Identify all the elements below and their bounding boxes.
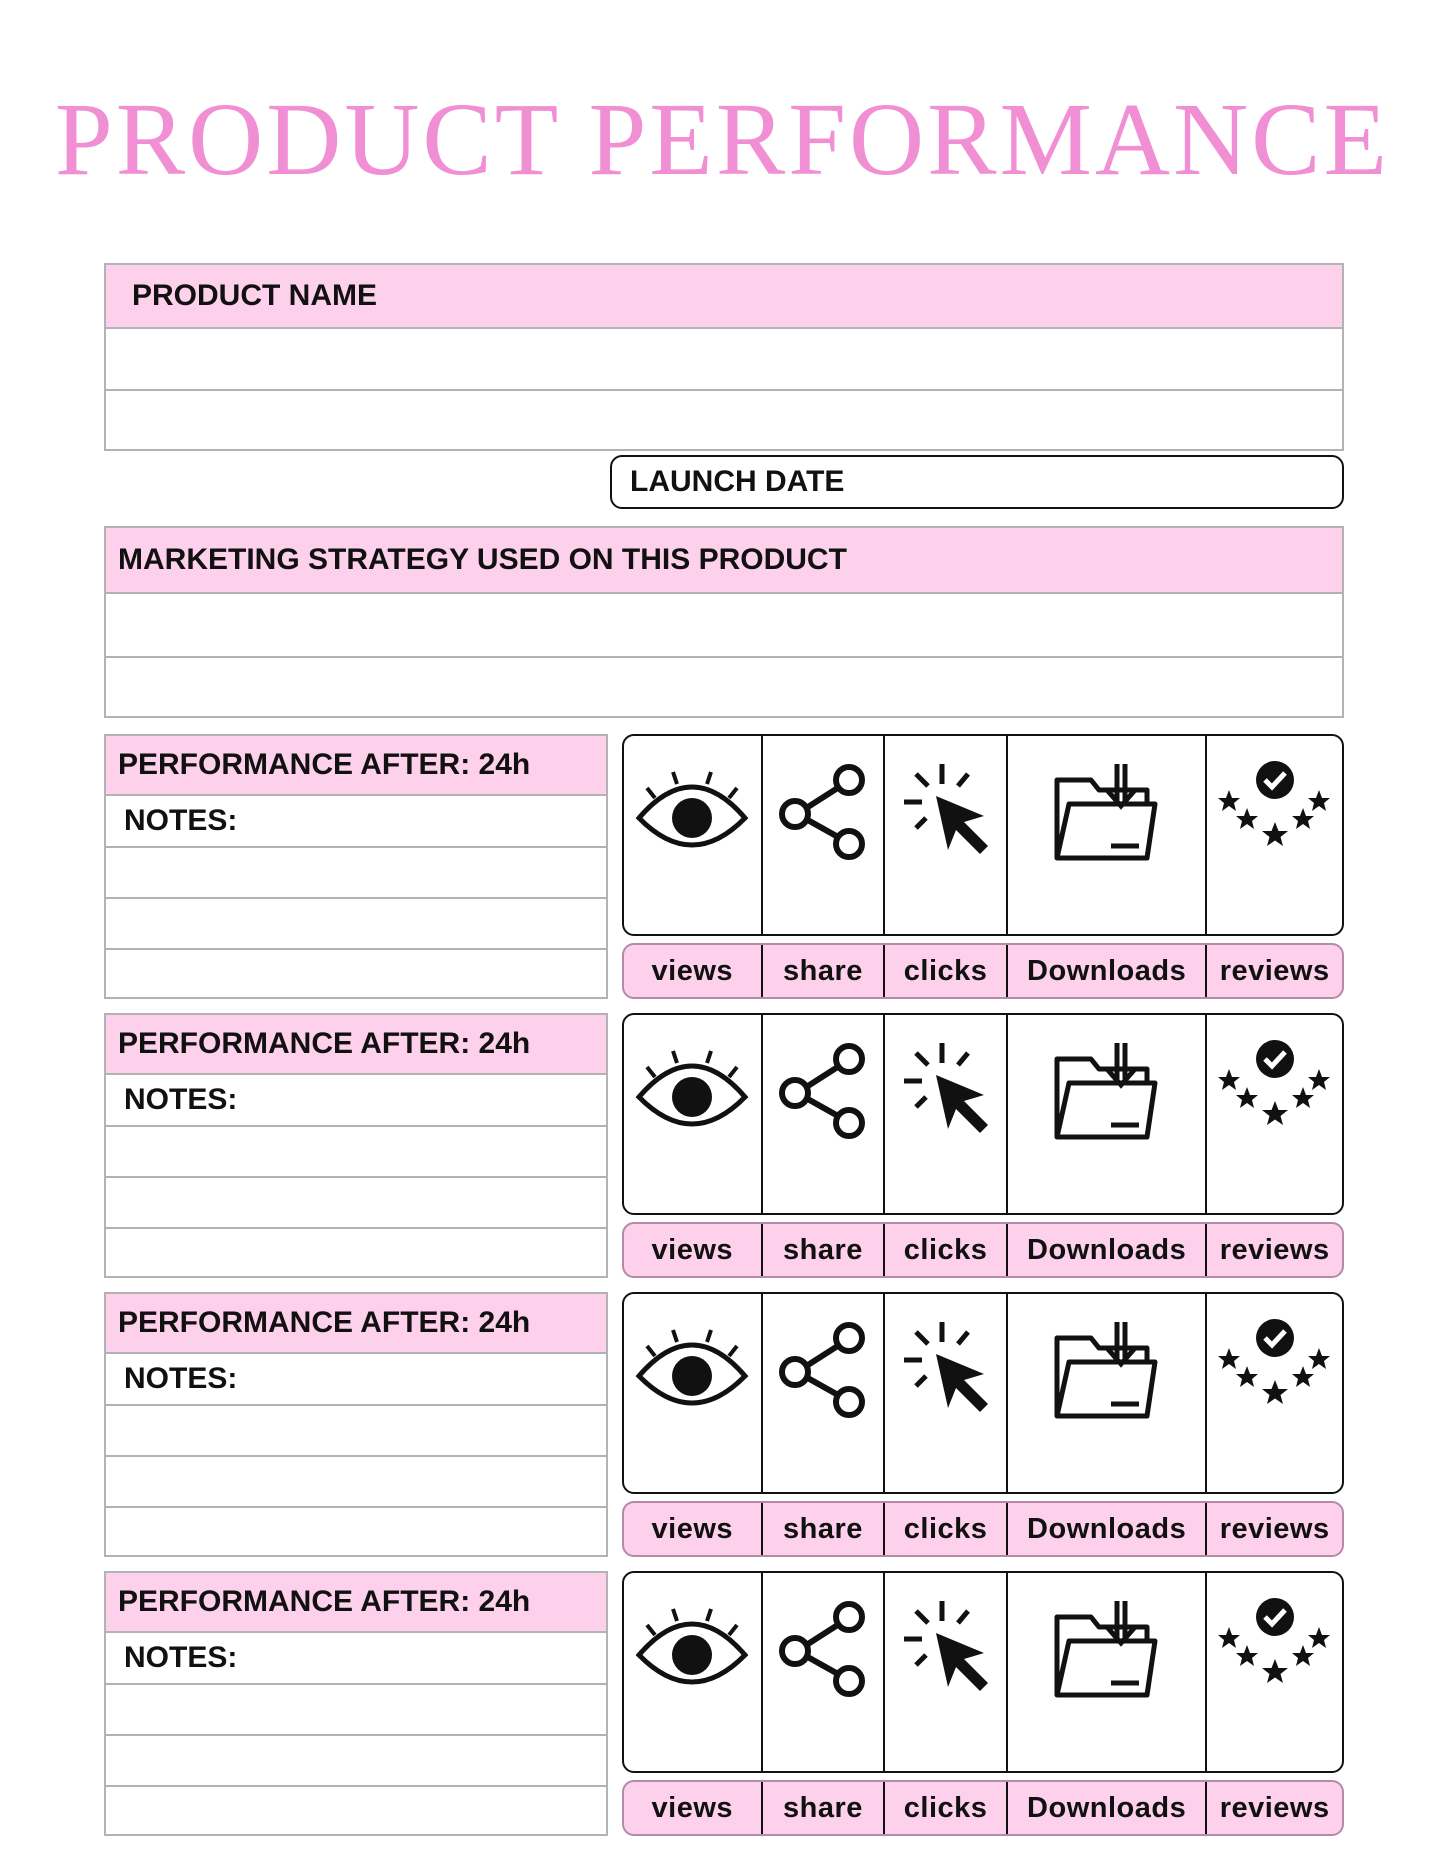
metric-labels-bar <box>622 943 1344 999</box>
metric-label: Downloads <box>1006 1503 1205 1555</box>
cursor-click-icon <box>896 1318 996 1418</box>
metric-icon-cell[interactable] <box>1006 1294 1205 1492</box>
metric-label: share <box>761 1782 884 1834</box>
star-rating-icon <box>1217 760 1333 850</box>
notes-line[interactable] <box>106 897 606 948</box>
notes-label: NOTES: <box>124 1641 238 1674</box>
marketing-line[interactable] <box>106 592 1342 656</box>
product-name-section <box>104 263 1344 451</box>
metric-icon-cell[interactable] <box>761 1015 884 1213</box>
marketing-strategy-header <box>106 528 1342 592</box>
notes-line[interactable] <box>106 1227 606 1276</box>
notes-label: NOTES: <box>124 804 238 837</box>
marketing-strategy-label: MARKETING STRATEGY USED ON THIS PRODUCT <box>118 543 847 576</box>
metric-icons-panel <box>622 1571 1344 1773</box>
star-rating-icon <box>1217 1318 1333 1408</box>
notes-label: NOTES: <box>124 1083 238 1116</box>
page-title: PRODUCT PERFORMANCE <box>54 82 1391 197</box>
metric-icon-cell[interactable] <box>1006 1015 1205 1213</box>
notes-row[interactable] <box>106 1352 606 1404</box>
product-name-label: PRODUCT NAME <box>132 279 377 312</box>
cursor-click-icon <box>896 760 996 860</box>
performance-header <box>106 1015 606 1073</box>
metric-label: Downloads <box>1006 1782 1205 1834</box>
eye-icon <box>633 1597 751 1689</box>
metric-icon-cell[interactable] <box>1205 1294 1342 1492</box>
share-icon <box>773 1318 873 1418</box>
metric-labels-bar <box>622 1780 1344 1836</box>
notes-line[interactable] <box>106 846 606 897</box>
metric-labels-bar <box>622 1501 1344 1557</box>
metric-label: views <box>651 954 734 987</box>
notes-line[interactable] <box>106 1734 606 1785</box>
marketing-strategy-section <box>104 526 1344 718</box>
metric-icons-panel <box>622 1013 1344 1215</box>
metric-label: share <box>761 1503 884 1555</box>
performance-header-label: PERFORMANCE AFTER: 24h <box>118 1027 531 1060</box>
folder-download-icon <box>1051 1597 1163 1703</box>
performance-header <box>106 1294 606 1352</box>
metric-icon-cell[interactable] <box>1205 736 1342 934</box>
performance-notes-box <box>104 734 608 999</box>
metric-icon-cell[interactable] <box>883 736 1006 934</box>
notes-line[interactable] <box>106 1176 606 1227</box>
metric-icon-cell[interactable] <box>624 1573 761 1771</box>
metric-labels-bar <box>622 1222 1344 1278</box>
eye-icon <box>633 1039 751 1131</box>
share-icon <box>773 1597 873 1697</box>
marketing-line[interactable] <box>106 656 1342 716</box>
metric-label: reviews <box>1205 1224 1342 1276</box>
folder-download-icon <box>1051 760 1163 866</box>
metric-label: views <box>651 1233 734 1266</box>
metric-label: views <box>651 1512 734 1545</box>
metric-icon-cell[interactable] <box>883 1294 1006 1492</box>
eye-icon <box>633 760 751 852</box>
product-name-header <box>106 265 1342 327</box>
metric-label: clicks <box>883 1782 1006 1834</box>
metric-icon-cell[interactable] <box>624 1015 761 1213</box>
performance-header <box>106 736 606 794</box>
metric-icon-cell[interactable] <box>761 736 884 934</box>
metric-icon-cell[interactable] <box>761 1294 884 1492</box>
metric-label: Downloads <box>1006 945 1205 997</box>
metric-icon-cell[interactable] <box>624 1294 761 1492</box>
metric-icon-cell[interactable] <box>761 1573 884 1771</box>
share-icon <box>773 760 873 860</box>
notes-row[interactable] <box>106 1631 606 1683</box>
metric-label: clicks <box>883 1224 1006 1276</box>
metric-label: reviews <box>1205 1503 1342 1555</box>
metric-icon-cell[interactable] <box>883 1573 1006 1771</box>
cursor-click-icon <box>896 1597 996 1697</box>
launch-date-label: LAUNCH DATE <box>630 465 845 498</box>
notes-row[interactable] <box>106 1073 606 1125</box>
notes-line[interactable] <box>106 1506 606 1555</box>
notes-line[interactable] <box>106 1125 606 1176</box>
notes-line[interactable] <box>106 1404 606 1455</box>
launch-date-field[interactable] <box>610 455 1344 509</box>
metric-icons-panel <box>622 734 1344 936</box>
metric-icon-cell[interactable] <box>1205 1015 1342 1213</box>
metric-icon-cell[interactable] <box>1006 736 1205 934</box>
performance-notes-box <box>104 1013 608 1278</box>
performance-notes-box <box>104 1571 608 1836</box>
metric-label: share <box>761 1224 884 1276</box>
performance-header-label: PERFORMANCE AFTER: 24h <box>118 1585 531 1618</box>
metric-icon-cell[interactable] <box>1006 1573 1205 1771</box>
product-name-line[interactable] <box>106 327 1342 389</box>
metric-label: reviews <box>1205 945 1342 997</box>
share-icon <box>773 1039 873 1139</box>
performance-header <box>106 1573 606 1631</box>
folder-download-icon <box>1051 1039 1163 1145</box>
folder-download-icon <box>1051 1318 1163 1424</box>
notes-line[interactable] <box>106 1683 606 1734</box>
metric-label: clicks <box>883 945 1006 997</box>
eye-icon <box>633 1318 751 1410</box>
metric-icons-panel <box>622 1292 1344 1494</box>
metric-icon-cell[interactable] <box>1205 1573 1342 1771</box>
notes-row[interactable] <box>106 794 606 846</box>
star-rating-icon <box>1217 1039 1333 1129</box>
notes-label: NOTES: <box>124 1362 238 1395</box>
product-name-line[interactable] <box>106 389 1342 449</box>
metric-icon-cell[interactable] <box>883 1015 1006 1213</box>
performance-header-label: PERFORMANCE AFTER: 24h <box>118 1306 531 1339</box>
notes-line[interactable] <box>106 948 606 997</box>
metric-label: clicks <box>883 1503 1006 1555</box>
performance-notes-box <box>104 1292 608 1557</box>
metric-label: reviews <box>1205 1782 1342 1834</box>
metric-label: Downloads <box>1006 1224 1205 1276</box>
notes-line[interactable] <box>106 1455 606 1506</box>
notes-line[interactable] <box>106 1785 606 1834</box>
cursor-click-icon <box>896 1039 996 1139</box>
performance-header-label: PERFORMANCE AFTER: 24h <box>118 748 531 781</box>
star-rating-icon <box>1217 1597 1333 1687</box>
metric-label: views <box>651 1791 734 1824</box>
metric-label: share <box>761 945 884 997</box>
metric-icon-cell[interactable] <box>624 736 761 934</box>
